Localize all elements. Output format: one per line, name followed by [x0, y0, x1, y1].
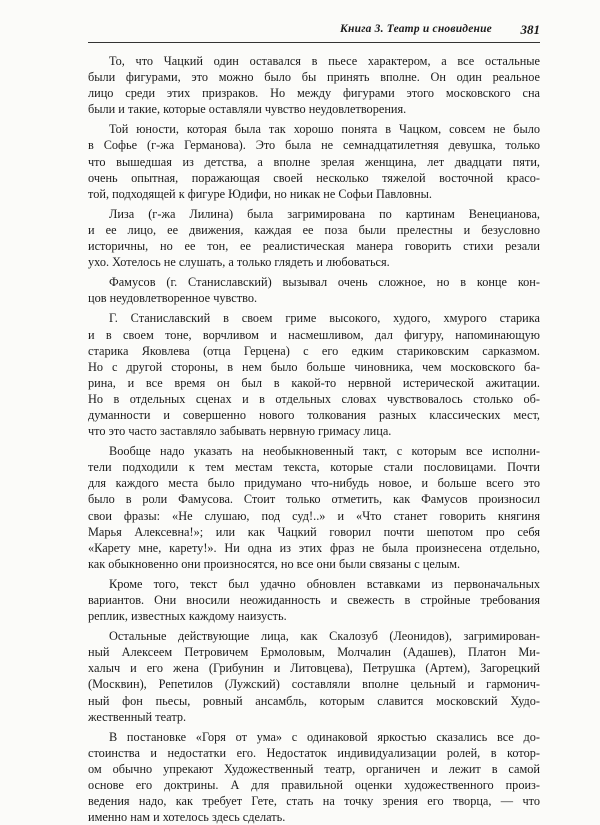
- body-text: [88, 53, 540, 825]
- header-rule: [88, 42, 540, 43]
- text-line: Той юности, которая была так хорошо понята в Чацком, совсем не было: [109, 122, 540, 137]
- text-line: рина, и все время он был в какой-то нервной истерической ажитации.: [88, 375, 540, 390]
- text-line: для каждого места было придумано что-нибудь новое, и больше всего это: [88, 476, 540, 491]
- paragraph: [88, 628, 540, 725]
- text-line: (Москвин), Репетилов (Лужский) составляли вполне цельный и гармонич-: [88, 677, 540, 692]
- text-line: в Софье (г-жа Германова). Это была не семнадцатилетняя девушка, только: [88, 138, 540, 153]
- text-line: вариантов. Они вносили неожиданность и свежесть в стройные требования: [88, 593, 540, 607]
- text-line: Г. Станиславский в своем гриме высокого, худого, хмурого старика: [109, 311, 540, 326]
- text-line: В постановке «Горя от ума» с одинаковой яркостью сказались все до-: [109, 729, 540, 744]
- text-line: жественный театр.: [88, 709, 187, 724]
- text-line: халыч и его жена (Грибунин и Литовцева), Петрушка (Артем), Загорецкий: [88, 661, 540, 676]
- text-line: и ее лицо, ее движения, каждая ее поза были прелестны и безусловно: [88, 222, 540, 237]
- text-line: ведения надо, как требует Гете, стать на точку зрения его творца, — что: [88, 794, 540, 809]
- text-line: очень опытная, поражающая своей несколько тяжелой восточной красо-: [88, 170, 540, 185]
- text-line: лицо среди этих призраков. Но между фигурами этого московского сна: [88, 86, 540, 101]
- paragraph: [88, 274, 540, 306]
- paragraph: [88, 576, 540, 624]
- text-line: той, подходящей к фигуре Юдифи, но никак не Софьи Павловны.: [88, 186, 432, 201]
- text-line: Фамусов (г. Станиславский) вызывал очень сложное, но в конце кон-: [109, 275, 540, 290]
- text-line: Лиза (г-жа Лилина) была загримирована по картинам Венецианова,: [109, 206, 540, 221]
- text-line: было в роли Фамусова. Стоит только отметить, как Фамусов произносил: [88, 492, 540, 507]
- text-line: ухо. Хотелось не слушать, а только глядеть и любоваться.: [88, 255, 390, 270]
- text-line: думанности и совершенно нового толкования разных классических мест,: [88, 407, 540, 422]
- paragraph: [88, 53, 540, 117]
- text-line: что это часто заставляло забывать нервную гримасу лица.: [88, 424, 392, 439]
- text-line: Марья Алексевна!»; или как Чацкий говорил почти шепотом про себя: [88, 524, 540, 539]
- text-line: ный Алексеем Петровичем Ермоловым, Молчалин (Адашев), Платон Ми-: [88, 645, 540, 660]
- page-number: 381: [520, 22, 540, 37]
- text-line: ный фон пьесы, ровный ансамбль, которым славится московский Худо-: [88, 693, 540, 708]
- text-line: именно нам и хотелось здесь сделать.: [88, 810, 286, 825]
- text-line: Вообще надо указать на необыкновенный такт, с которым все исполни-: [109, 444, 540, 459]
- text-line: Но в отдельных сценах и в отдельных словах чувствовалось столько об-: [88, 391, 540, 406]
- text-line: цов неудовлетворенное чувство.: [88, 291, 258, 306]
- paragraph: [88, 443, 540, 572]
- text-line: свои фразы: «Не слушаю, под суд!..» и «Что станет говорить княгиня: [88, 508, 540, 523]
- page-header: [88, 22, 540, 40]
- paragraph: [88, 121, 540, 201]
- paragraph: [88, 206, 540, 270]
- text-line: старика Яковлева (отца Герцена) с его едким стариковским сарказмом.: [88, 343, 540, 358]
- running-head: Книга 3. Театр и сновидение: [340, 23, 492, 35]
- text-line: стоинства и недостатки его. Недостаток индивидуализации ролей, в котор-: [88, 745, 540, 760]
- text-line: историчны, но ее тон, ее реалистическая манера говорить стихи резали: [88, 239, 540, 254]
- text-line: То, что Чацкий один оставался в пьесе характером, а все остальные: [109, 54, 540, 68]
- text-line: как обыкновенно они произносятся, но все они были связаны с целым.: [88, 556, 461, 571]
- text-line: Но с другой стороны, в нем было больше чиновника, чем московского ба-: [88, 359, 540, 374]
- text-line: были фигурами, это можно было бы принять вполне. Он один реальное: [88, 70, 540, 85]
- text-line: основе его доктрины. А для правильной оценки художественного произ-: [88, 778, 540, 793]
- text-line: что вышедшая из детства, а вполне зрелая женщина, лет двадцати пяти,: [88, 154, 540, 169]
- text-line: ом обычно упрекают Художественный театр, органичен и лежит в самой: [88, 761, 540, 776]
- text-line: «Карету мне, карету!». Ни одна из этих фраз не была произнесена отдельно,: [88, 540, 540, 555]
- text-line: реплик, известных каждому наизусть.: [88, 609, 287, 624]
- text-line: и в своем тоне, ворчливом и насмешливом, дал фигуру, напоминающую: [88, 327, 540, 342]
- text-line: Кроме того, текст был удачно обновлен вставками из первоначальных: [109, 576, 540, 591]
- text-line: Остальные действующие лица, как Скалозуб (Леонидов), загримирован-: [109, 629, 540, 644]
- paragraph: [88, 729, 540, 825]
- text-line: тели подходили к тем местам текста, которые стали пословицами. Почти: [88, 460, 540, 475]
- paragraph: [88, 310, 540, 439]
- text-line: были и такие, которые оставляли чувство неудовлетворения.: [88, 102, 407, 117]
